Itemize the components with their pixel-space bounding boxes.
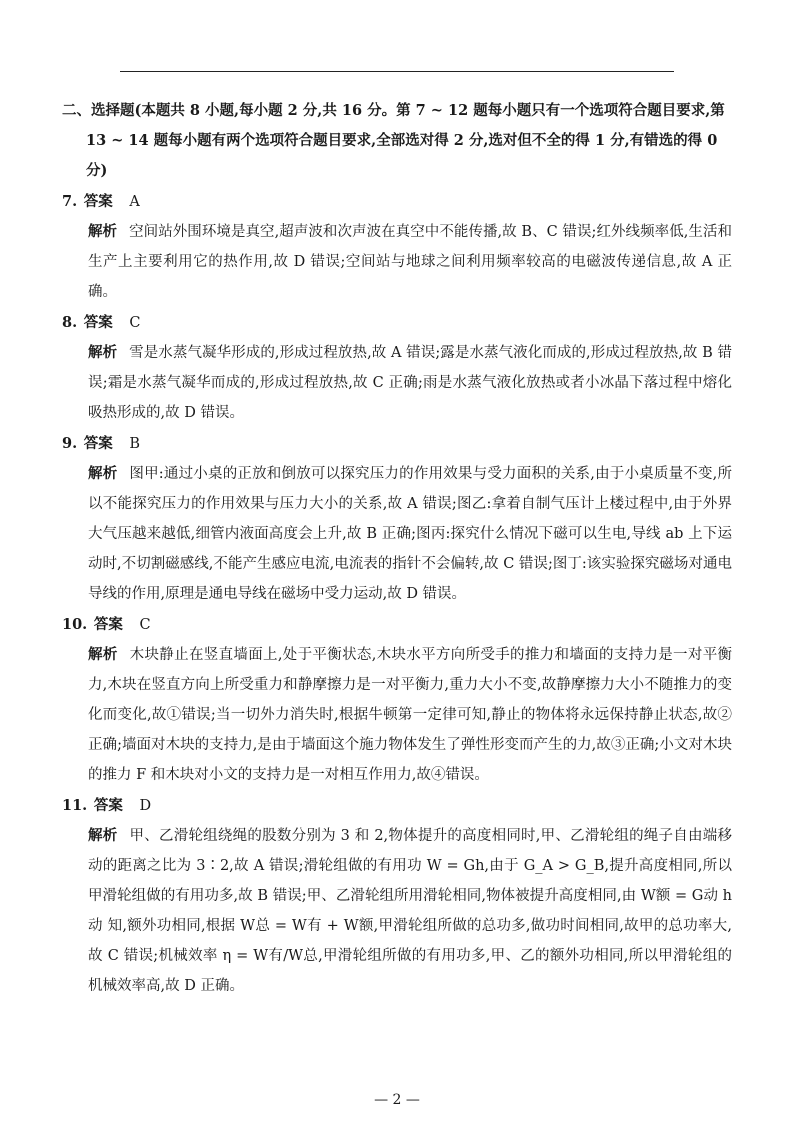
analysis-text: 甲、乙滑轮组绕绳的股数分别为 3 和 2,物体提升的高度相同时,甲、乙滑轮组的绳子自由端移动的距离之比为 3∶2,故 A 错误;滑轮组做的有用功 W = Gh,由于 G_A > G_B,提升高度相同,所以甲滑轮组做的有用功多,故 B 错误;甲、乙滑轮组所用滑轮相同,物体被提升高度相同,由 W额 = G动 h动 知,额外功相同,根据 W总 = W有 + W额,甲滑轮组所做的总功多,做功时间相同,故甲的总功率大,故 C 错误;机械效率 η = W有/W总,甲滑轮组所做的有用功多,甲、乙的额外功相同,所以甲滑轮组的机械效率高,故 D 正确。 — [88, 828, 732, 994]
answer-value: A — [129, 194, 140, 210]
answer-line — [62, 187, 732, 217]
answer-value: C — [129, 315, 141, 331]
question-8 — [62, 308, 732, 428]
section-title: 二、选择题(本题共 8 小题,每小题 2 分,共 16 分。第 7 ~ 12 题每小题只有一个选项符合题目要求,第 13 ~ 14 题每小题有两个选项符合题目要求,全部选对得 2 分,选对但不全的得 1 分,有错选的得 0 分) — [62, 102, 725, 179]
page-number: — 2 — — [374, 1092, 420, 1108]
question-9 — [62, 429, 732, 609]
answer-label: 答案 — [83, 193, 113, 210]
page-content — [62, 96, 732, 1001]
answer-label: 答案 — [93, 616, 123, 633]
answer-value: D — [139, 798, 152, 814]
analysis-text: 空间站外围环境是真空,超声波和次声波在真空中不能传播,故 B、C 错误;红外线频率低,生活和生产上主要利用它的热作用,故 D 错误;空间站与地球之间利用频率较高的电磁波传递信息,故 A 正确。 — [88, 224, 732, 300]
analysis-label: 解析 — [88, 344, 118, 361]
analysis-block — [62, 821, 732, 1001]
question-7 — [62, 187, 732, 307]
answer-value: B — [129, 436, 141, 452]
answer-line — [62, 308, 732, 338]
question-number: 8. — [62, 314, 78, 331]
analysis-block — [62, 338, 732, 428]
analysis-text: 木块静止在竖直墙面上,处于平衡状态,木块水平方向所受手的推力和墙面的支持力是一对平衡力,木块在竖直方向上所受重力和静摩擦力是一对平衡力,重力大小不变,故静摩擦力大小不随推力的变化而变化,故①错误;当一切外力消失时,根据牛顿第一定律可知,静止的物体将永远保持静止状态,故②正确;墙面对木块的支持力,是由于墙面这个施力物体发生了弹性形变而产生的力,故③正确;小文对木块的推力 F 和木块对小文的支持力是一对相互作用力,故④错误。 — [88, 647, 733, 783]
answer-line — [62, 429, 732, 459]
analysis-block — [62, 217, 732, 307]
question-number: 7. — [62, 193, 78, 210]
answer-value: C — [139, 617, 151, 633]
top-rule — [120, 71, 674, 72]
analysis-label: 解析 — [88, 223, 118, 240]
question-10 — [62, 610, 732, 790]
analysis-text: 图甲:通过小桌的正放和倒放可以探究压力的作用效果与受力面积的关系,由于小桌质量不变,所以不能探究压力的作用效果与压力大小的关系,故 A 错误;图乙:拿着自制气压计上楼过程中,由于外界大气压越来越低,细管内液面高度会上升,故 B 正确;图丙:探究什么情况下磁可以生电,导线 ab 上下运动时,不切割磁感线,不能产生感应电流,电流表的指针不会偏转,故 C 错误;图丁:该实验探究磁场对通电导线的作用,原理是通电导线在磁场中受力运动,故 D 错误。 — [88, 466, 732, 602]
answer-line — [62, 791, 732, 821]
analysis-block — [62, 459, 732, 609]
answer-line — [62, 610, 732, 640]
analysis-label: 解析 — [88, 827, 118, 844]
analysis-text: 雪是水蒸气凝华形成的,形成过程放热,故 A 错误;露是水蒸气液化而成的,形成过程放热,故 B 错误;霜是水蒸气凝华而成的,形成过程放热,故 C 正确;雨是水蒸气液化放热或者小冰晶下落过程中熔化吸热形成的,故 D 错误。 — [88, 345, 732, 421]
question-number: 9. — [62, 435, 78, 452]
analysis-block — [62, 640, 732, 790]
analysis-label: 解析 — [88, 465, 118, 482]
question-number: 10. — [62, 616, 88, 633]
analysis-label: 解析 — [88, 646, 118, 663]
answer-label: 答案 — [83, 435, 113, 452]
question-number: 11. — [62, 797, 88, 814]
answer-label: 答案 — [93, 797, 123, 814]
question-11 — [62, 791, 732, 1001]
answer-label: 答案 — [83, 314, 113, 331]
